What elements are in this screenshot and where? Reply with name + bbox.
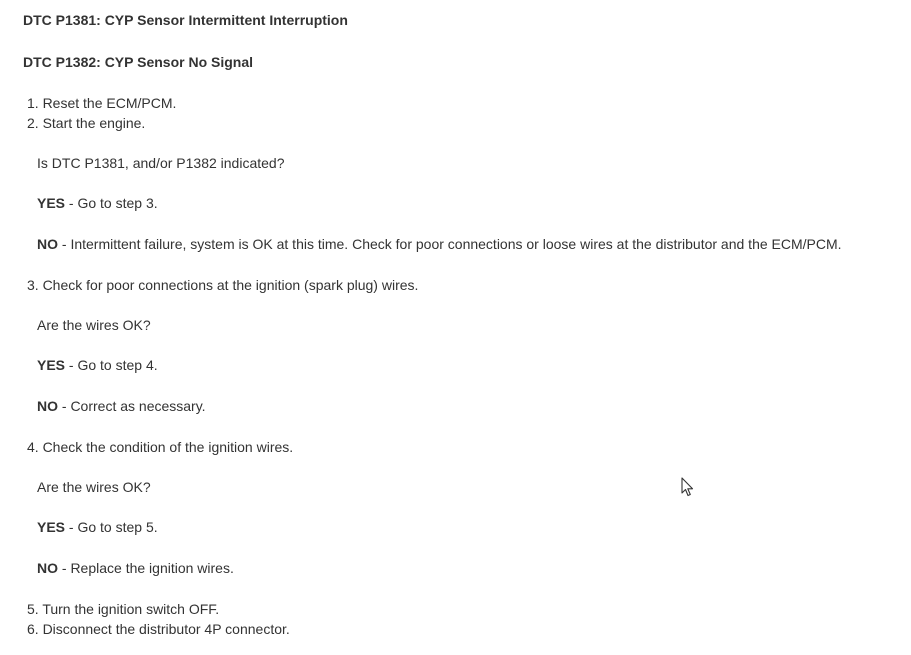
answer-yes-step-2 — [37, 195, 158, 212]
dtc-p1381-heading: DTC P1381: CYP Sensor Intermittent Interruption — [23, 12, 348, 28]
mouse-pointer-icon — [681, 477, 695, 497]
answer-text: - Correct as necessary. — [58, 398, 206, 414]
answer-no-step-3 — [37, 398, 206, 415]
answer-yes-step-4 — [37, 519, 158, 536]
answer-no-step-4 — [37, 560, 234, 577]
dtc-p1382-heading: DTC P1382: CYP Sensor No Signal — [23, 54, 254, 70]
answer-text: - Intermittent failure, system is OK at this time. Check for poor connections or loose wires at the distributor and the ECM/PCM. — [58, 236, 842, 252]
step-6: 6. Disconnect the distributor 4P connector. — [27, 621, 290, 637]
step-3: 3. Check for poor connections at the ignition (spark plug) wires. — [27, 277, 419, 293]
answer-keyword: YES — [37, 195, 66, 211]
answer-text: - Replace the ignition wires. — [58, 560, 234, 576]
step-1: 1. Reset the ECM/PCM. — [27, 95, 177, 111]
answer-keyword: YES — [37, 357, 66, 373]
step-4: 4. Check the condition of the ignition wires. — [27, 439, 294, 455]
step-5: 5. Turn the ignition switch OFF. — [27, 601, 220, 617]
answer-keyword: NO — [37, 398, 58, 414]
answer-text: - Go to step 3. — [65, 195, 158, 211]
answer-text: - Go to step 4. — [65, 357, 158, 373]
question-step-3: Are the wires OK? — [37, 317, 151, 333]
answer-keyword: YES — [37, 519, 66, 535]
answer-yes-step-3 — [37, 357, 158, 374]
answer-keyword: NO — [37, 560, 58, 576]
answer-keyword: NO — [37, 236, 58, 252]
answer-no-step-2 — [37, 236, 842, 253]
question-step-2: Is DTC P1381, and/or P1382 indicated? — [37, 155, 285, 171]
step-2: 2. Start the engine. — [27, 115, 146, 131]
answer-text: - Go to step 5. — [65, 519, 158, 535]
question-step-4: Are the wires OK? — [37, 479, 151, 495]
